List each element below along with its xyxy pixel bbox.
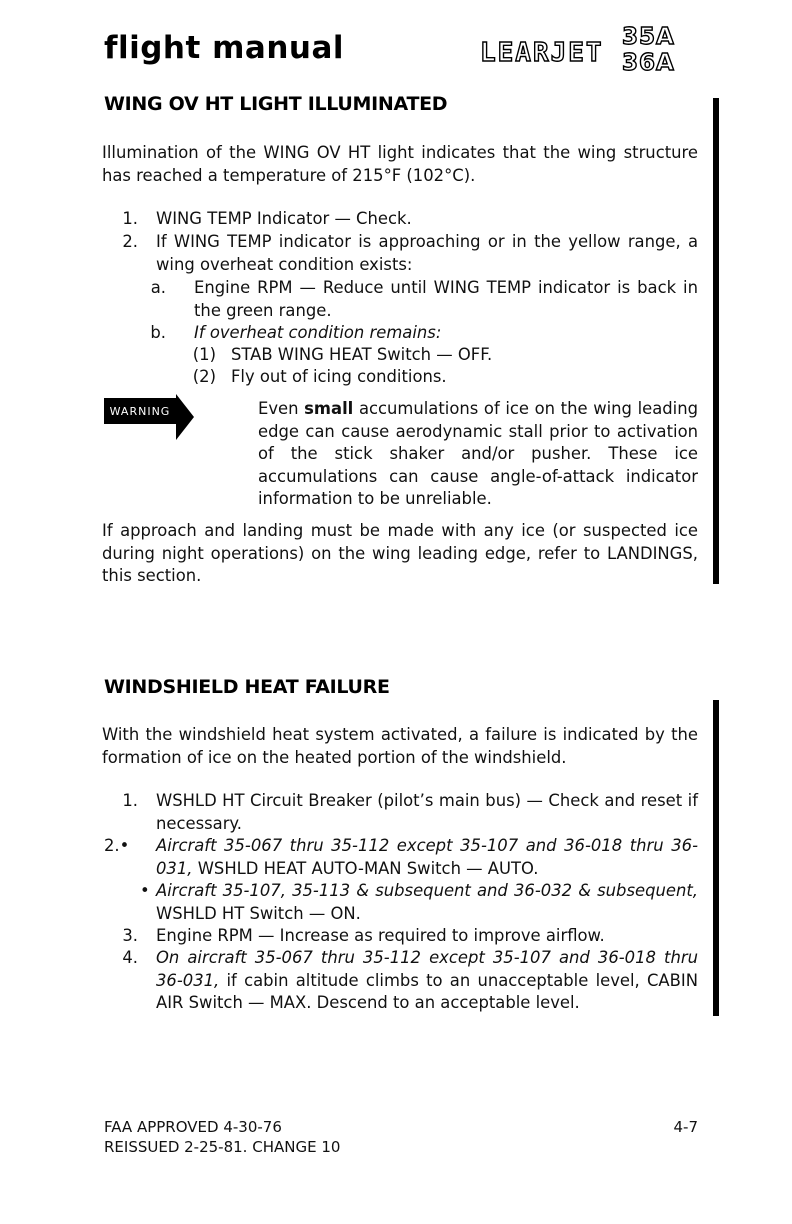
model-list	[622, 24, 694, 76]
warning-arrow-icon	[176, 394, 196, 440]
section1-closing: If approach and landing must be made with any ice (or suspected ice during night operations) on the wing leading edge, refer to LANDINGS, this section.	[102, 521, 698, 585]
warning-text: Even small accumulations of ice on the wing leading edge can cause aerodynamic stall prior to activation of the stick shaker and/or pusher. These ice accumulations can cause angle-of-attack indicator information to be unreliable.	[258, 399, 699, 508]
model-36a: 36A	[622, 50, 675, 76]
section-title-windshield-heat: WINDSHIELD HEAT FAILURE	[104, 676, 390, 698]
page-number: 4-7	[673, 1118, 698, 1136]
section1-intro: Illumination of the WING OV HT light indicates that the wing structure has reached a temperature of 215°F (102°C).	[102, 143, 698, 185]
footer-approved: FAA APPROVED 4-30-76	[104, 1118, 282, 1136]
warning-badge: WARNING	[104, 398, 176, 424]
footer-reissued: REISSUED 2-25-81. CHANGE 10	[104, 1138, 341, 1156]
model-35a: 35A	[622, 24, 675, 50]
section-title-wing-ov-ht: WING OV HT LIGHT ILLUMINATED	[104, 93, 448, 115]
change-bar-bottom	[713, 700, 719, 1016]
brand-logo	[480, 24, 696, 80]
brand-name: LEARJET	[480, 38, 604, 68]
section2-intro: With the windshield heat system activated, a failure is indicated by the formation of ice on the heated portion of the windshield.	[102, 725, 698, 767]
change-bar-top	[713, 98, 719, 584]
manual-title: flight manual	[104, 30, 345, 66]
